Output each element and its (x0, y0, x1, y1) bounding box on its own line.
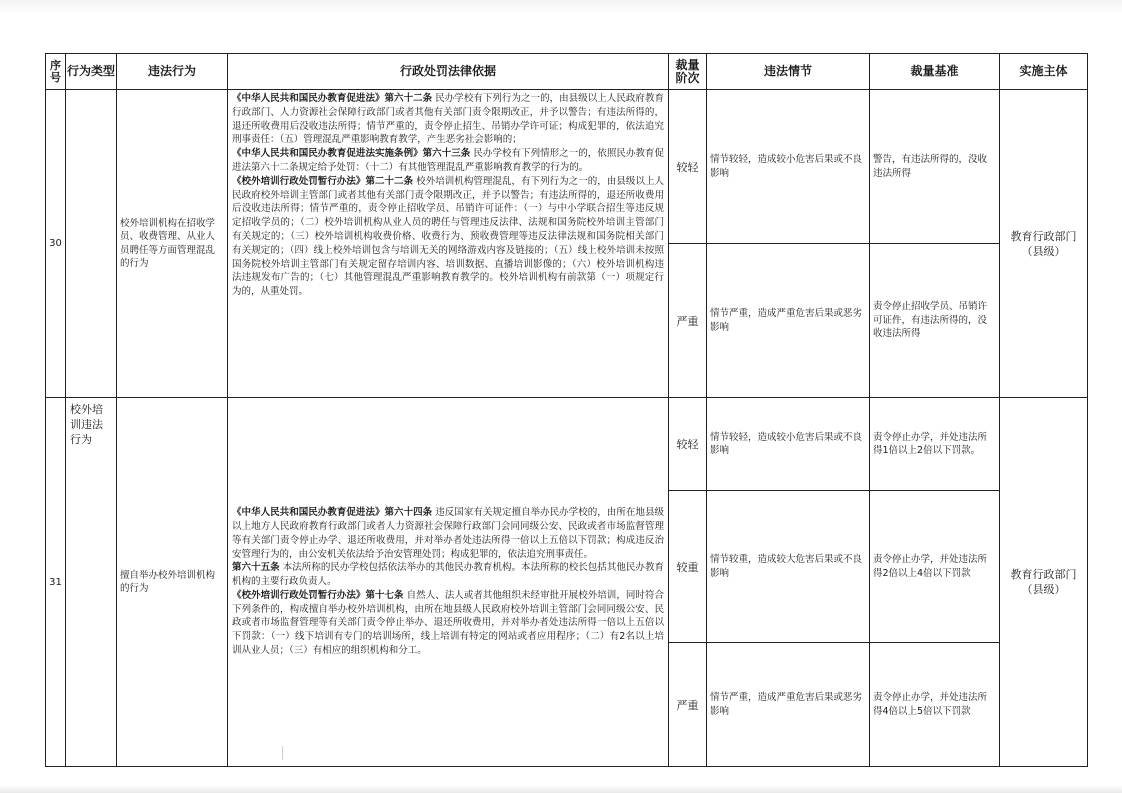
row-31-circumstance-3: 情节严重，造成严重危害后果或恶劣影响 (707, 643, 870, 767)
basis-31-1-text: 违反国家有关规定擅自举办民办学校的，由所在地县级以上地方人民政府教育行政部门或者人力资源社会保障行政部门会同同级公安、民政或者市场监督管理等有关部门责令停止办学、退还所收费用，并对举办者处违法所得一倍以上五倍以下罚款；构成违反治安管理行为的，由公安机关依法给予治安管理处罚；构成犯罪的，依法追究刑事责任。 (232, 507, 664, 560)
row-31-behavior: 擅自举办校外培训机构的行为 (117, 398, 228, 767)
header-behavior: 违法行为 (117, 54, 228, 90)
header-type: 行为类型 (66, 54, 117, 90)
row-30-type-cell (66, 90, 117, 398)
row-30-basis (228, 90, 669, 398)
scan-bottom-edge (0, 785, 1122, 793)
basis-30-2 (232, 147, 664, 175)
row-31-standard-2: 责令停止办学，并处违法所得2倍以上4倍以下罚款 (870, 491, 1000, 643)
row-31-seq: 31 (46, 398, 66, 767)
row-30-level-1: 较轻 (669, 90, 707, 244)
row-31-level-1: 较轻 (669, 398, 707, 491)
group-type: 校外培训违法行为 (66, 398, 117, 767)
basis-30-3-text: 校外培训机构管理混乱，有下列行为之一的，由县级以上人民政府校外培训主管部门或者其他有关部门责令限期改正，并予以警告；有违法所得的，退还所收费用后没收违法所得；情节严重的，责令停止招收学员、吊销许可证件：（一）与中小学联合招生等违反规定招收学员的；（二）校外培训机构从业人员的聘任与管理违反法律、法规和国务院校外培训主管部门有关规定的；（三）校外培训机构收费价格、收费行为、预收费管理等违反法律法规和国务院相关部门有关规定的；（四）线上校外培训包含与培训无关的网络游戏内容及链接的；（五）线上校外培训未按照国务院校外培训主管部门有关规定留存培训内容、培训数据、直播培训影像的；（六）校外培训机构违法违规发布广告的；（七）其他管理混乱严重影响教育教学的。校外培训机构有前款第（一）项规定行为的，从重处罚。 (232, 175, 664, 298)
row-30-behavior: 校外培训机构在招收学员、收费管理、从业人员聘任等方面管理混乱的行为 (117, 90, 228, 398)
row-31-circumstance-1: 情节较轻，造成较小危害后果或不良影响 (707, 398, 870, 491)
scan-top-edge (0, 0, 1122, 14)
row-30-agency: 教育行政部门（县级） (1000, 90, 1088, 398)
row-30-standard-1: 警告，有违法所得的，没收违法所得 (870, 90, 1000, 244)
basis-31-2 (232, 561, 664, 589)
row-31-level-3: 严重 (669, 643, 707, 767)
row-31-agency: 教育行政部门（县级） (1000, 398, 1088, 767)
table-row-31a (46, 398, 1088, 491)
row-30-standard-2: 责令停止招收学员、吊销许可证件，有违法所得的，没收违法所得 (870, 244, 1000, 398)
row-31-basis (228, 398, 669, 767)
penalty-discretion-table (45, 53, 1088, 767)
basis-30-1-title: 《中华人民共和国民办教育促进法》第六十二条 (232, 93, 433, 104)
row-31-level-2: 较重 (669, 491, 707, 643)
basis-31-2-text: 本法所称的民办学校包括依法举办的其他民办教育机构。本法所称的校长包括其他民办教育机构的主要行政负责人。 (232, 562, 664, 588)
table-row-30a (46, 90, 1088, 244)
row-30-circumstance-1: 情节较轻，造成较小危害后果或不良影响 (707, 90, 870, 244)
header-agency: 实施主体 (1000, 54, 1088, 90)
row-30-circumstance-2: 情节严重，造成严重危害后果或恶劣影响 (707, 244, 870, 398)
basis-31-2-title: 第六十五条 (232, 562, 280, 574)
row-30-seq: 30 (46, 90, 66, 398)
basis-31-3-title: 《校外培训行政处罚暂行办法》第十七条 (232, 589, 404, 601)
basis-30-2-text: 民办学校有下列情形之一的，依照民办教育促进法第六十二条规定给予处罚：（十二）有其他管理混乱严重影响教育教学的行为的。 (232, 148, 664, 173)
row-31-standard-3: 责令停止办学，并处违法所得4倍以上5倍以下罚款 (870, 643, 1000, 767)
basis-30-3-title: 《校外培训行政处罚暂行办法》第二十二条 (232, 175, 414, 187)
basis-30-1-text: 民办学校有下列行为之一的，由县级以上人民政府教育行政部门、人力资源社会保障行政部门或者其他有关部门责令限期改正，并予以警告；有违法所得的，退还所收费用后没收违法所得；情节严重的，责令停止招生、吊销办学许可证；构成犯罪的，依法追究刑事责任：（五）管理混乱严重影响教育教学，产生恶劣社会影响的； (232, 93, 664, 146)
row-31-standard-1: 责令停止办学，并处违法所得1倍以上2倍以下罚款。 (870, 398, 1000, 491)
basis-31-3-text: 自然人、法人或者其他组织未经审批开展校外培训，同时符合下列条件的，构成擅自举办校外培训机构，由所在地县级人民政府校外培训主管部门会同同级公安、民政或者市场监督管理等有关部门责令停止举办、退还所收费用，并对举办者处违法所得一倍以上五倍以下罚款：（一）线下培训有专门的培训场所，线上培训有特定的网站或者应用程序；（二）有2名以上培训从业人员；（三）有相应的组织机构和分工。 (232, 589, 664, 657)
header-row (46, 54, 1088, 90)
basis-31-3 (232, 589, 664, 658)
basis-31-1 (232, 506, 664, 561)
basis-30-2-title: 《中华人民共和国民办教育促进法实施条例》第六十三条 (232, 148, 471, 160)
header-standard: 裁量基准 (870, 54, 1000, 90)
basis-30-3 (232, 175, 664, 299)
header-level: 裁量阶次 (669, 54, 707, 90)
scan-mark (282, 746, 287, 760)
row-31-circumstance-2: 情节较重，造成较大危害后果或不良影响 (707, 491, 870, 643)
basis-30-1 (232, 92, 664, 147)
header-basis: 行政处罚法律依据 (228, 54, 669, 90)
row-30-level-2: 严重 (669, 244, 707, 398)
header-circumstance: 违法情节 (707, 54, 870, 90)
header-seq: 序号 (46, 54, 66, 90)
basis-31-1-title: 《中华人民共和国民办教育促进法》第六十四条 (232, 507, 433, 519)
